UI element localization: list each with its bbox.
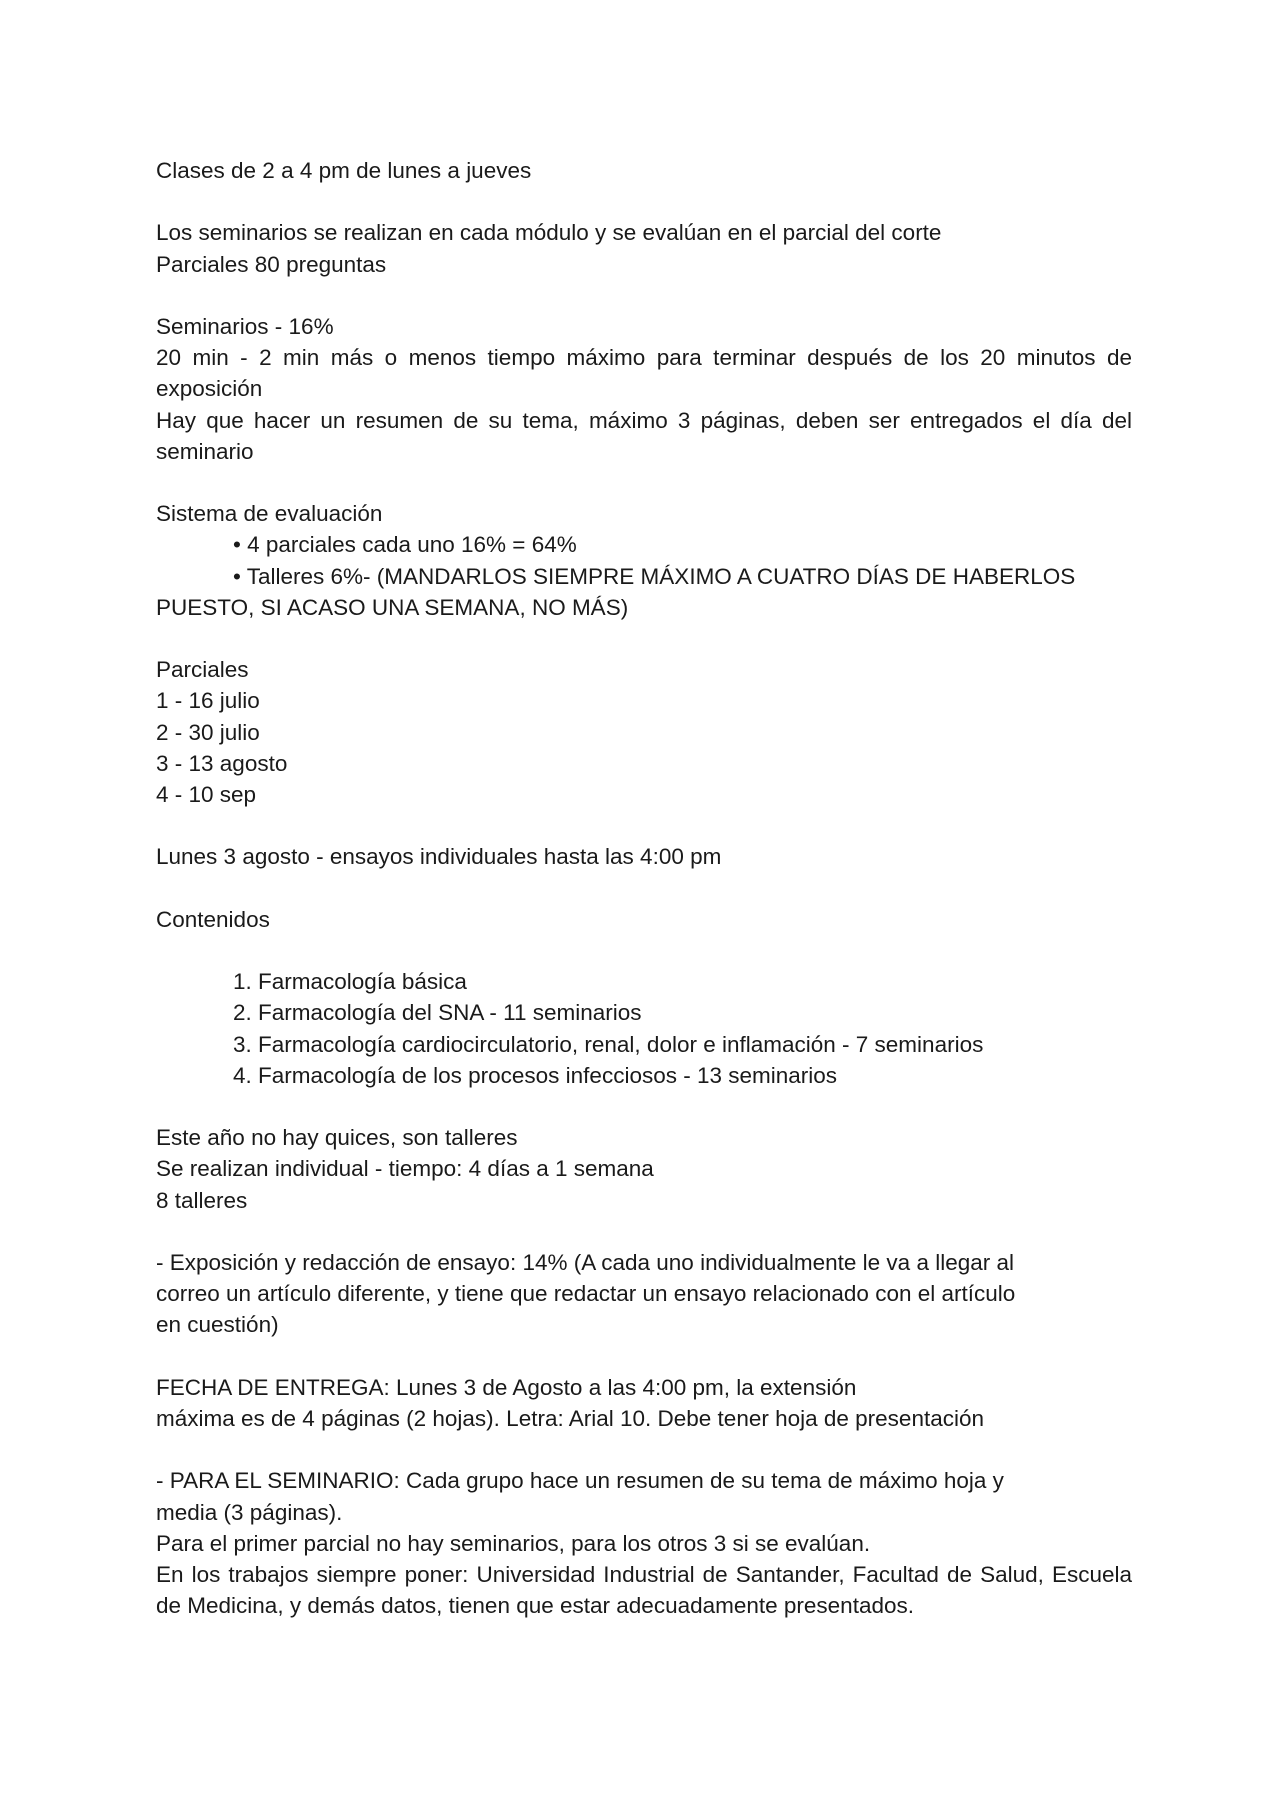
parcial-date: 4 - 10 sep: [156, 782, 257, 807]
contents-item: 4. Farmacología de los procesos infecciosos - 13 seminarios: [233, 1062, 838, 1088]
spacer: [156, 1091, 1132, 1122]
talleres-line: Este año no hay quices, son talleres: [156, 1125, 518, 1151]
document-page: [156, 155, 1132, 1621]
seminarios-summary-paragraph: Hay que hacer un resumen de su tema, máximo 3 páginas, deben ser entregados el día del seminario: [156, 407, 1132, 464]
spacer: [156, 1216, 1132, 1247]
contents-item: 3. Farmacología cardiocirculatorio, renal, dolor e inflamación - 7 seminarios: [233, 1031, 984, 1057]
spacer: [156, 623, 1132, 654]
seminarios-time-paragraph: 20 min - 2 min más o menos tiempo máximo para terminar después de los 20 minutos de exposición: [156, 345, 1132, 402]
talleres-line: 8 talleres: [156, 1187, 248, 1213]
contents-item: 1. Farmacología básica: [233, 969, 467, 995]
parciales-count: Parciales 80 preguntas: [156, 251, 387, 277]
spacer: [156, 873, 1132, 904]
seminar-block-line: media (3 páginas).: [156, 1499, 343, 1525]
evaluation-bullet: • 4 parciales cada uno 16% = 64%: [233, 532, 577, 558]
contents-title: Contenidos: [156, 906, 270, 932]
footer-note-paragraph: En los trabajos siempre poner: Universidad Industrial de Santander, Facultad de Salud, Escuela de Medicina, y demás datos, tienen que estar adecuadamente presentados.: [156, 1561, 1132, 1619]
delivery-line: FECHA DE ENTREGA: Lunes 3 de Agosto a las 4:00 pm, la extensión: [156, 1374, 857, 1400]
spacer: [156, 1341, 1132, 1372]
seminar-block-line: - PARA EL SEMINARIO: Cada grupo hace un resumen de su tema de máximo hoja y: [156, 1468, 1004, 1494]
talleres-line: Se realizan individual - tiempo: 4 días a 1 semana: [156, 1156, 654, 1182]
parcial-date: 3 - 13 agosto: [156, 750, 288, 776]
essay-block-line: en cuestión): [156, 1312, 279, 1338]
spacer: [156, 810, 1132, 841]
spacer: [156, 1434, 1132, 1465]
spacer: [156, 280, 1132, 311]
essay-date-line: Lunes 3 agosto - ensayos individuales hasta las 4:00 pm: [156, 844, 722, 870]
delivery-line: máxima es de 4 páginas (2 hojas). Letra: Arial 10. Debe tener hoja de presentación: [156, 1405, 984, 1431]
evaluation-title: Sistema de evaluación: [156, 501, 383, 527]
spacer: [156, 186, 1132, 217]
schedule-line: Clases de 2 a 4 pm de lunes a jueves: [156, 158, 532, 183]
evaluation-bullet: • Talleres 6%- (MANDARLOS SIEMPRE MÁXIMO A CUATRO DÍAS DE HABERLOS: [233, 563, 1076, 589]
spacer: [156, 467, 1132, 498]
parcial-date: 1 - 16 julio: [156, 688, 260, 714]
parcial-date: 2 - 30 julio: [156, 719, 260, 745]
seminarios-percentage: Seminarios - 16%: [156, 313, 334, 339]
contents-item: 2. Farmacología del SNA - 11 seminarios: [233, 1000, 642, 1026]
evaluation-bullet-continuation: PUESTO, SI ACASO UNA SEMANA, NO MÁS): [156, 594, 629, 620]
essay-block-line: - Exposición y redacción de ensayo: 14% (A cada uno individualmente le va a llegar al: [156, 1249, 1015, 1275]
seminar-block-line: Para el primer parcial no hay seminarios, para los otros 3 si se evalúan.: [156, 1530, 871, 1556]
parciales-title: Parciales: [156, 657, 249, 683]
spacer: [156, 935, 1132, 966]
essay-block-line: correo un artículo diferente, y tiene que redactar un ensayo relacionado con el artículo: [156, 1281, 1016, 1307]
seminars-intro: Los seminarios se realizan en cada módulo y se evalúan en el parcial del corte: [156, 220, 942, 246]
